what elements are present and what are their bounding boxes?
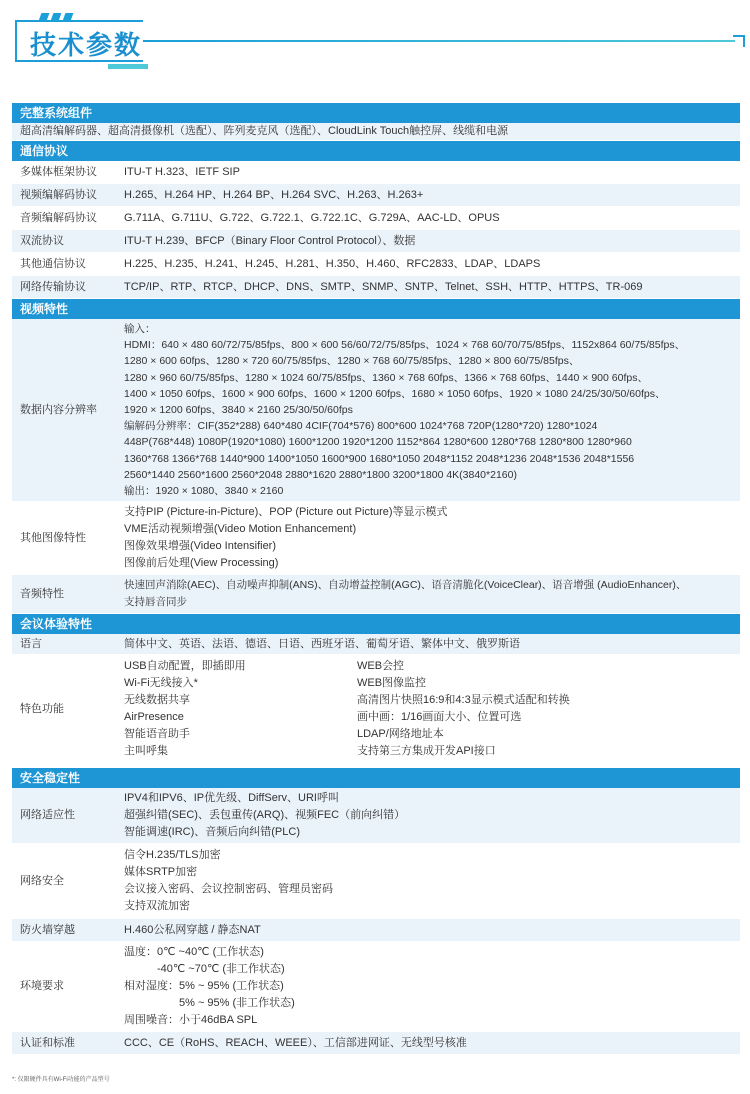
row-label: 音频编解码协议 <box>20 212 97 224</box>
row-label: 双流协议 <box>20 235 64 247</box>
resolution-line: 1360*768 1366*768 1440*900 1400*1050 1600*900 1680*1050 2048*1152 2048*1236 2048*1536 2048*1556 <box>124 452 635 465</box>
section-header-protocols: 通信协议 <box>12 141 740 161</box>
row-label: 多媒体框架协议 <box>20 166 97 178</box>
feature-item: 智能语音助手 <box>124 728 190 741</box>
feature-item: Wi-Fi无线接入* <box>124 677 198 690</box>
row-value: 简体中文、英语、法语、德语、日语、西班牙语、葡萄牙语、繁体中文、俄罗斯语 <box>124 638 520 651</box>
row-value: ITU-T H.323、IETF SIP <box>124 166 240 178</box>
table-row <box>12 184 740 207</box>
resolution-line: 1280 × 960 60/75/85fps、1280 × 1024 60/75/85fps、1360 × 768 60fps、1366 × 768 60fps、1440 × 900 60fps、 <box>124 371 648 384</box>
table-row <box>12 919 740 942</box>
net-sec-line: 支持双流加密 <box>124 900 190 913</box>
spec-table <box>12 103 740 1055</box>
row-label: 音频特性 <box>20 587 64 600</box>
net-sec-line: 会议接入密码、会议控制密码、管理员密码 <box>124 883 333 896</box>
feature-item: LDAP/网络地址本 <box>357 728 444 741</box>
feature-item: AirPresence <box>124 711 184 724</box>
table-row <box>12 655 740 764</box>
section-header-security: 安全稳定性 <box>12 768 740 788</box>
row-value: H.265、H.264 HP、H.264 BP、H.264 SVC、H.263、H.263+ <box>124 189 424 201</box>
row-label: 网络安全 <box>20 874 64 887</box>
section-header-components: 完整系统组件 <box>12 103 740 123</box>
table-row <box>12 319 740 502</box>
section-header-meeting: 会议体验特性 <box>12 614 740 634</box>
feature-item: 主叫呼集 <box>124 745 168 758</box>
image-feature-line: 图像效果增强(Video Intensifier) <box>124 540 277 553</box>
net-sec-line: 信令H.235/TLS加密 <box>124 849 221 862</box>
table-row <box>12 230 740 253</box>
image-feature-line: VME活动视频增强(Video Motion Enhancement) <box>124 523 357 536</box>
feature-item: 画中画：1/16画面大小、位置可选 <box>357 711 522 724</box>
table-row <box>12 844 740 919</box>
row-label: 环境要求 <box>20 980 64 993</box>
feature-item: 支持第三方集成开发API接口 <box>357 745 496 758</box>
env-line: 周围噪音：小于46dBA SPL <box>124 1014 258 1027</box>
resolution-line: 448P(768*448) 1080P(1920*1080) 1600*1200 1920*1200 1152*864 1280*600 1280*768 1280*800 1280*960 <box>124 436 632 449</box>
resolution-line: 1280 × 600 60fps、1280 × 720 60/75/85fps、1280 × 768 60/75/85fps、1280 × 800 60/75/85fps、 <box>124 355 580 368</box>
row-value: H.460公私网穿越 / 静态NAT <box>124 924 261 937</box>
footnote: *: 仅限硬件具有Wi-Fi功能的产品型号 <box>12 1077 110 1083</box>
resolution-line: 编解码分辨率：CIF(352*288) 640*480 4CIF(704*576) 800*600 1024*768 720P(1280*720) 1280*1024 <box>124 420 598 433</box>
table-row <box>12 575 740 614</box>
table-row <box>12 207 740 230</box>
feature-item: USB自动配置，即插即用 <box>124 660 246 673</box>
row-value: TCP/IP、RTP、RTCP、DHCP、DNS、SMTP、SNMP、SNTP、Telnet、SSH、HTTP、HTTPS、TR-069 <box>124 281 643 293</box>
env-line: 5% ~ 95% (非工作状态) <box>124 997 295 1010</box>
audio-feature-line: 快速回声消除(AEC)、自动噪声抑制(ANS)、自动增益控制(AGC)、语音清脆化(VoiceClear)、语音增强 (AudioEnhancer)、 <box>124 579 687 592</box>
table-row <box>12 276 740 299</box>
env-line: 相对湿度：5% ~ 95% (工作状态) <box>124 980 284 993</box>
resolution-line: 1920 × 1200 60fps、3840 × 2160 25/30/50/60fps <box>124 404 353 417</box>
net-adapt-line: 智能调速(IRC)、音频后向纠错(PLC) <box>124 826 300 839</box>
row-label: 其他图像特性 <box>20 531 86 544</box>
resolution-line: 1400 × 1050 60fps、1600 × 900 60fps、1600 × 1200 60fps、1680 × 1050 60fps、1920 × 1080 24/25/30/50/60fps、 <box>124 387 666 400</box>
section-header-video: 视频特性 <box>12 299 740 319</box>
table-row <box>12 788 740 844</box>
row-value: H.225、H.235、H.241、H.245、H.281、H.350、H.460、RFC2833、LDAP、LDAPS <box>124 258 541 270</box>
row-label: 视频编解码协议 <box>20 189 97 201</box>
row-label: 其他通信协议 <box>20 258 86 270</box>
row-label: 特色功能 <box>20 702 64 715</box>
net-adapt-line: IPV4和IPV6、IP优先级、DiffServ、URI呼叫 <box>124 792 339 805</box>
page-title: 技术参数 <box>30 30 143 60</box>
components-value: 超高清编解码器、超高清摄像机（选配）、阵列麦克风（选配）、CloudLink Touch触控屏、线缆和电源 <box>20 125 509 137</box>
row-label: 网络传输协议 <box>20 281 86 293</box>
title-divider <box>143 40 735 42</box>
row-value: ITU-T H.239、BFCP（Binary Floor Control Protocol）、数据 <box>124 235 416 247</box>
resolution-line: HDMI：640 × 480 60/72/75/85fps、800 × 600 56/60/72/75/85fps、1024 × 768 60/70/75/85fps、1152x864 60/75/85fps、 <box>124 339 686 352</box>
env-line: 温度：0℃ ~40℃ (工作状态) <box>124 946 264 959</box>
row-label: 防火墙穿越 <box>20 924 75 937</box>
table-row <box>12 942 740 1032</box>
net-adapt-line: 超强纠错(SEC)、丢包重传(ARQ)、视频FEC（前向纠错） <box>124 809 406 822</box>
feature-item: WEB图像监控 <box>357 677 427 690</box>
title-divider-end <box>733 35 745 47</box>
feature-item: WEB会控 <box>357 660 405 673</box>
feature-item: 无线数据共享 <box>124 694 190 707</box>
row-label: 认证和标准 <box>20 1037 75 1050</box>
table-row <box>12 1032 740 1055</box>
row-label: 语言 <box>20 638 42 651</box>
net-sec-line: 媒体SRTP加密 <box>124 866 198 879</box>
resolution-line: 2560*1440 2560*1600 2560*2048 2880*1620 2880*1800 3200*1800 4K(3840*2160) <box>124 468 517 481</box>
resolution-line: 输出：1920 × 1080、3840 × 2160 <box>124 485 284 498</box>
table-row <box>12 161 740 184</box>
audio-feature-line: 支持唇音同步 <box>124 596 187 609</box>
table-row <box>12 502 740 575</box>
title-accent <box>108 64 148 69</box>
row-label: 网络适应性 <box>20 809 75 822</box>
feature-item: 高清图片快照16:9和4:3显示模式适配和转换 <box>357 694 570 707</box>
table-row <box>12 123 740 141</box>
image-feature-line: 支持PIP (Picture-in-Picture)、POP (Picture out Picture)等显示模式 <box>124 506 448 519</box>
row-value: G.711A、G.711U、G.722、G.722.1、G.722.1C、G.729A、AAC-LD、OPUS <box>124 212 500 224</box>
table-row <box>12 634 740 655</box>
row-value: CCC、CE（RoHS、REACH、WEEE）、工信部进网证、无线型号核准 <box>124 1037 467 1050</box>
page-header <box>0 0 750 90</box>
image-feature-line: 图像前后处理(View Processing) <box>124 557 279 570</box>
table-row <box>12 253 740 276</box>
resolution-line: 输入： <box>124 323 156 335</box>
env-line: -40℃ ~70℃ (非工作状态) <box>124 963 285 976</box>
row-label: 数据内容分辨率 <box>20 403 97 416</box>
